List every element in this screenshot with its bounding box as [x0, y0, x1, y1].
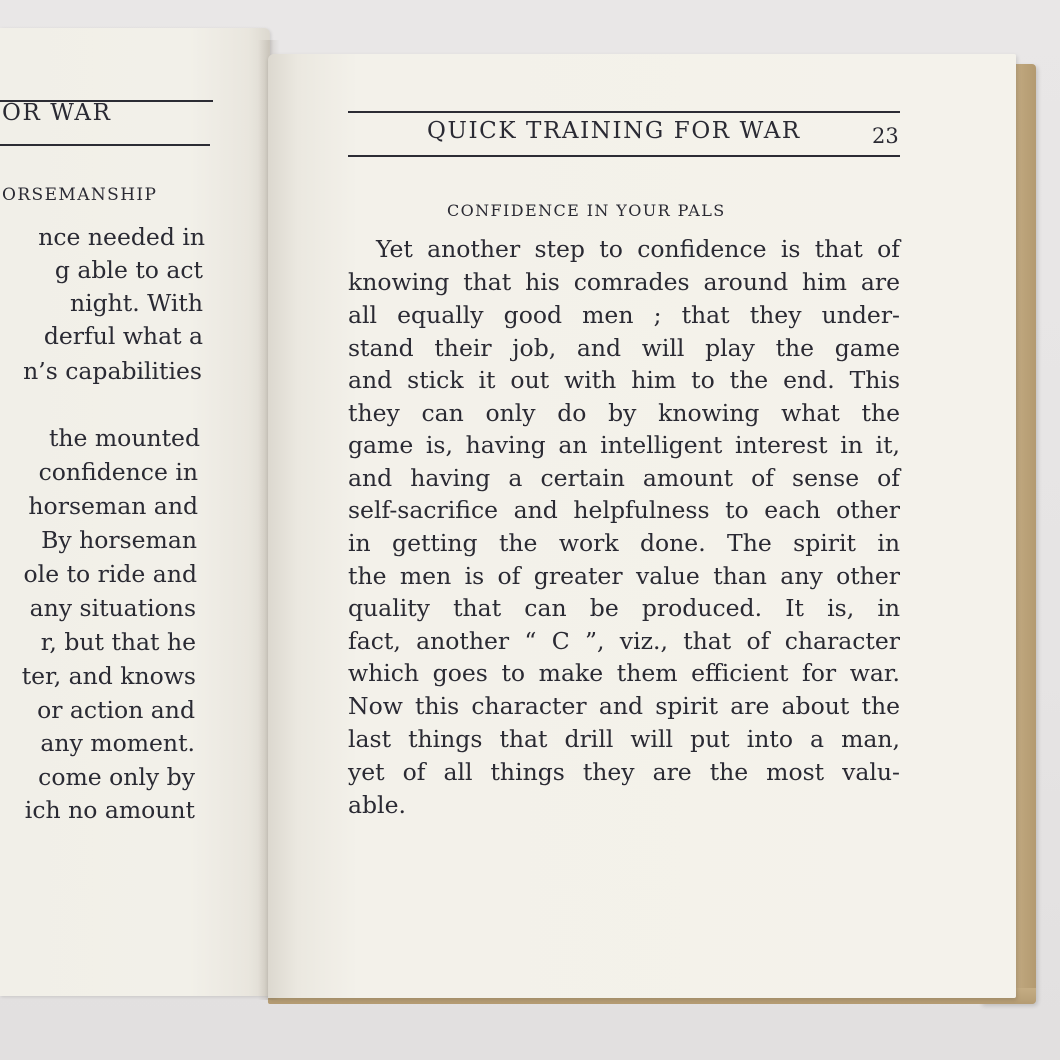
right-head-rule-bottom	[348, 155, 900, 157]
left-line: horseman and	[28, 492, 198, 520]
left-line: confidence in	[38, 458, 198, 486]
right-line: Yet another step to confidence is that of	[376, 235, 900, 263]
left-line: night. With	[69, 289, 203, 317]
left-line: any situations	[29, 594, 196, 622]
right-line: game is, having an intelligent interest in it,	[348, 431, 900, 459]
right-line: able.	[348, 791, 406, 819]
left-line: ich no amount	[24, 796, 195, 824]
right-section-head: CONFIDENCE IN YOUR PALS	[447, 201, 726, 220]
right-line: the men is of greater value than any other	[348, 562, 900, 590]
right-line: they can only do by knowing what the	[348, 399, 900, 427]
left-line: or action and	[37, 696, 195, 724]
left-line: g able to act	[54, 256, 203, 284]
right-line: Now this character and spirit are about the	[348, 692, 900, 720]
right-head-rule-top	[348, 111, 900, 113]
left-line: n’s capabilities	[23, 357, 202, 385]
right-page	[268, 54, 1016, 998]
left-line: By horseman	[41, 526, 197, 554]
right-line: which goes to make them efficient for war.	[348, 659, 900, 687]
right-line: in getting the work done. The spirit in	[348, 529, 900, 557]
right-line: stand their job, and will play the game	[348, 334, 900, 362]
right-line: yet of all things they are the most valu-	[348, 758, 900, 786]
right-line: self-sacrifice and helpfulness to each other	[348, 496, 900, 524]
left-line: derful what a	[43, 322, 203, 350]
right-line: last things that drill will put into a man,	[348, 725, 900, 753]
right-line: quality that can be produced. It is, in	[348, 594, 900, 622]
left-line: nce needed in	[38, 223, 205, 251]
left-section-head: ORSEMANSHIP	[2, 185, 158, 205]
right-line: and having a certain amount of sense of	[348, 464, 900, 492]
left-line: come only by	[38, 763, 195, 791]
left-line: the mounted	[48, 424, 200, 452]
left-head-rule-bottom	[0, 144, 210, 146]
right-line: knowing that his comrades around him are	[348, 268, 900, 296]
left-line: r, but that he	[40, 628, 196, 656]
right-line: all equally good men ; that they under-	[348, 301, 900, 329]
left-line: any moment.	[40, 729, 195, 757]
page-number: 23	[872, 124, 899, 148]
right-line: fact, another “ C ”, viz., that of character	[348, 627, 900, 655]
left-line: ole to ride and	[23, 560, 197, 588]
right-line: and stick it out with him to the end. This	[348, 366, 900, 394]
left-line: ter, and knows	[21, 662, 196, 690]
left-running-head: OR WAR	[2, 100, 112, 126]
right-running-head: QUICK TRAINING FOR WAR	[427, 118, 801, 144]
